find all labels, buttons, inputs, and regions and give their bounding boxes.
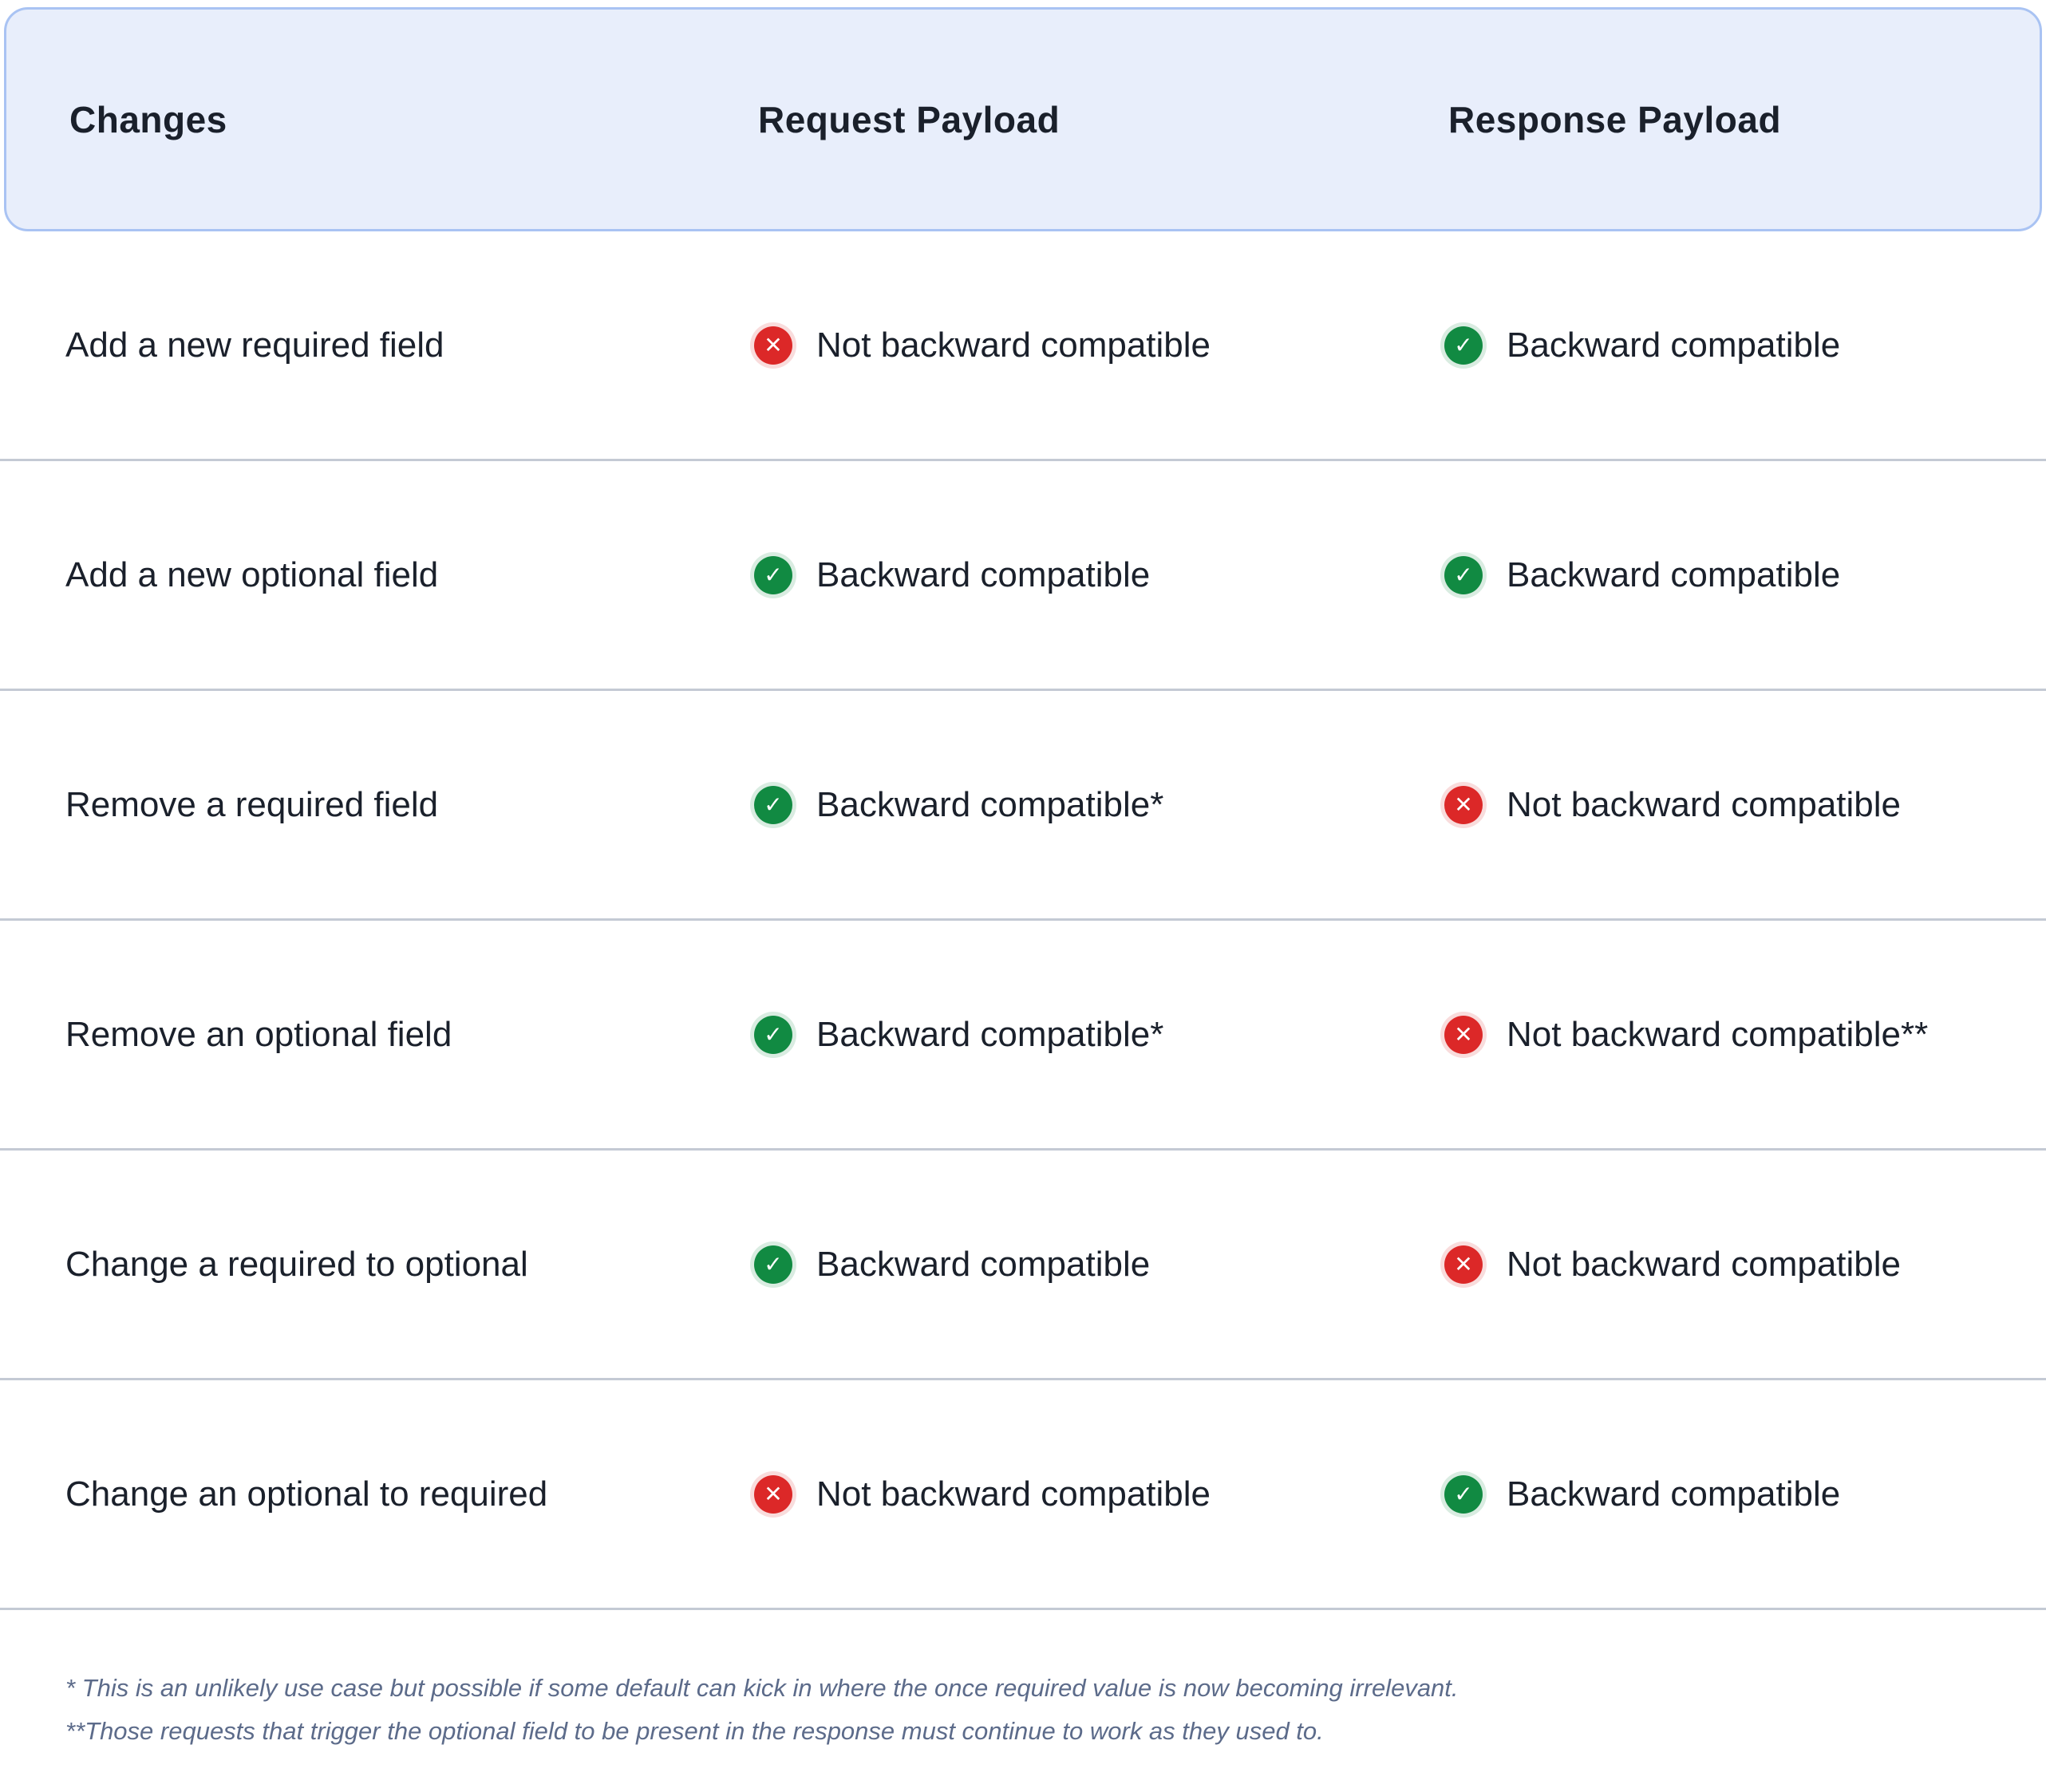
response-payload-status (1444, 1474, 2046, 1514)
table-body (0, 231, 2046, 1792)
footnote-1: * This is an unlikely use case but possible if some default can kick in where the once required value is now becoming irrelevant. (65, 1674, 1459, 1702)
response-payload-status (1444, 1245, 2046, 1285)
status-label: Not backward compatible (1507, 784, 1902, 824)
x-circle-icon: ✕ (1444, 1245, 1483, 1284)
response-payload-status (1444, 326, 2046, 365)
change-label: Change a required to optional (65, 1244, 528, 1284)
request-payload-status (754, 785, 1444, 825)
x-circle-icon: ✕ (1444, 786, 1483, 824)
check-circle-icon: ✓ (1444, 1475, 1483, 1514)
table-row (0, 691, 2046, 921)
footnotes (0, 1610, 2046, 1747)
check-circle-icon: ✓ (1444, 556, 1483, 594)
response-payload-status (1444, 785, 2046, 825)
check-circle-icon: ✓ (754, 1016, 792, 1054)
check-circle-icon: ✓ (754, 786, 792, 824)
check-circle-icon: ✓ (754, 556, 792, 594)
request-payload-status (754, 1474, 1444, 1514)
column-header-request-payload: Request Payload (758, 98, 1061, 140)
status-label: Not backward compatible (816, 1474, 1211, 1514)
table-row (0, 461, 2046, 691)
table-row (0, 1151, 2046, 1380)
check-circle-icon: ✓ (754, 1245, 792, 1284)
check-circle-icon: ✓ (1444, 326, 1483, 365)
change-label: Add a new required field (65, 325, 444, 365)
response-payload-status (1444, 555, 2046, 595)
status-label: Backward compatible (1507, 555, 1841, 594)
table-row (0, 921, 2046, 1151)
change-label: Remove a required field (65, 784, 439, 824)
status-label: Backward compatible* (816, 1014, 1164, 1054)
column-header-response-payload: Response Payload (1448, 98, 1782, 140)
table-row (0, 231, 2046, 461)
request-payload-status (754, 1245, 1444, 1285)
request-payload-status (754, 555, 1444, 595)
status-label: Not backward compatible** (1507, 1014, 1929, 1054)
x-circle-icon: ✕ (754, 1475, 792, 1514)
status-label: Backward compatible (1507, 325, 1841, 365)
x-circle-icon: ✕ (1444, 1016, 1483, 1054)
table-header (4, 7, 2042, 231)
request-payload-status (754, 1015, 1444, 1055)
change-label: Remove an optional field (65, 1014, 452, 1054)
status-label: Backward compatible* (816, 784, 1164, 824)
status-label: Backward compatible (1507, 1474, 1841, 1514)
footnote-2: **Those requests that trigger the optional field to be present in the response must continue to work as they used to. (65, 1717, 1324, 1745)
table-rows (0, 231, 2046, 1610)
status-label: Backward compatible (816, 555, 1151, 594)
change-label: Change an optional to required (65, 1474, 548, 1514)
status-label: Not backward compatible (816, 325, 1211, 365)
change-label: Add a new optional field (65, 555, 439, 594)
table-row (0, 1380, 2046, 1610)
request-payload-status (754, 326, 1444, 365)
x-circle-icon: ✕ (754, 326, 792, 365)
status-label: Backward compatible (816, 1244, 1151, 1284)
status-label: Not backward compatible (1507, 1244, 1902, 1284)
response-payload-status (1444, 1015, 2046, 1055)
column-header-changes: Changes (69, 98, 227, 140)
